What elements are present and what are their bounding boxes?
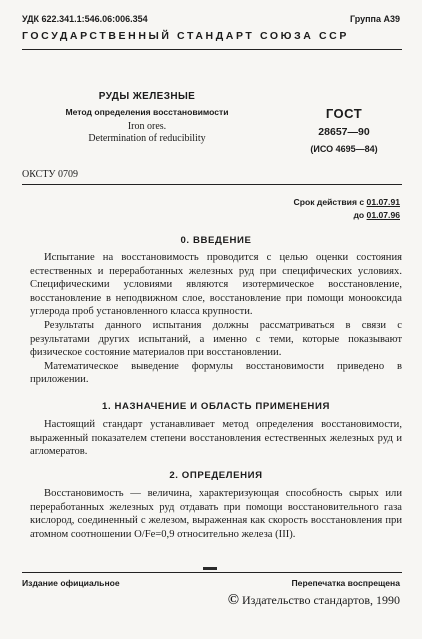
reprint-notice: Перепечатка воспрещена <box>291 578 400 588</box>
copyright-text: Издательство стандартов, 1990 <box>242 593 400 607</box>
english-title: Iron ores. <box>127 121 167 132</box>
validity-to-label: до <box>353 210 367 220</box>
intro-paragraph-3: Математическое выведение формулы восстановимости приведено в приложении. <box>30 360 402 386</box>
gost-label: ГОСТ <box>325 106 363 121</box>
scope-paragraph-1: Настоящий стандарт устанавливает метод определения восстановимости, выраженный показателем степени восстановления естественных железных руд и агломератов. <box>30 419 402 458</box>
official-edition: Издание официальное <box>22 578 120 588</box>
definitions-heading: 2. ОПРЕДЕЛЕНИЯ <box>169 470 263 481</box>
okstu-code: ОКСТУ 0709 <box>22 169 79 180</box>
footer-divider <box>22 572 402 573</box>
copyright-icon: © <box>227 592 239 608</box>
gost-number: 28657—90 <box>318 126 370 138</box>
iso-reference: (ИСО 4695—84) <box>310 144 378 154</box>
definitions-paragraph-1: Восстановимость — величина, характеризующая способность сырых или переработанных железных руд отдавать при помощи восстановительного газа кислород, соединенный с железом, выраженная как скорость восстановления при атомном соотношении O/Fe=0,9 относительно железа (III). <box>30 488 402 540</box>
validity-from <box>294 197 401 207</box>
scope-section <box>30 418 402 459</box>
copyright-line <box>228 592 400 609</box>
intro-heading: 0. ВВЕДЕНИЕ <box>180 235 252 246</box>
state-standard-banner: ГОСУДАРСТВЕННЫЙ СТАНДАРТ СОЮЗА ССР <box>22 30 349 42</box>
page-mark <box>203 567 217 570</box>
definitions-section <box>30 487 402 541</box>
intro-paragraph-1: Испытание на восстановимость проводится с целью оценки состояния естественных и переработанных железных руд при специфических условиях. Специфическими условиями являются изотермическое восстановление, восстановление в неподвижном слое, восстановление при помощи монооксида углерода проб установленного класса крупности. <box>30 252 402 318</box>
validity-date-to: 01.07.96 <box>366 210 400 220</box>
okstu-divider <box>22 184 402 185</box>
intro-section <box>30 251 402 387</box>
document-subtitle: Метод определения восстановимости <box>65 107 229 117</box>
scope-heading: 1. НАЗНАЧЕНИЕ И ОБЛАСТЬ ПРИМЕНЕНИЯ <box>102 401 330 412</box>
document-title: РУДЫ ЖЕЛЕЗНЫЕ <box>98 91 196 102</box>
group-code: Группа А39 <box>349 14 400 24</box>
udk-code: УДК 622.341.1:546.06:006.354 <box>22 14 148 24</box>
validity-date-from: 01.07.91 <box>366 197 400 207</box>
validity-to <box>353 210 400 220</box>
validity-from-label: Срок действия с <box>293 197 367 207</box>
english-subtitle: Determination of reducibility <box>88 133 206 144</box>
intro-paragraph-2: Результаты данного испытания должны рассматриваться в связи с результатами других испытаний, а именно с теми, которые показывают физическое состояние материалов при восстановлении. <box>30 319 402 359</box>
header-divider <box>22 49 402 50</box>
